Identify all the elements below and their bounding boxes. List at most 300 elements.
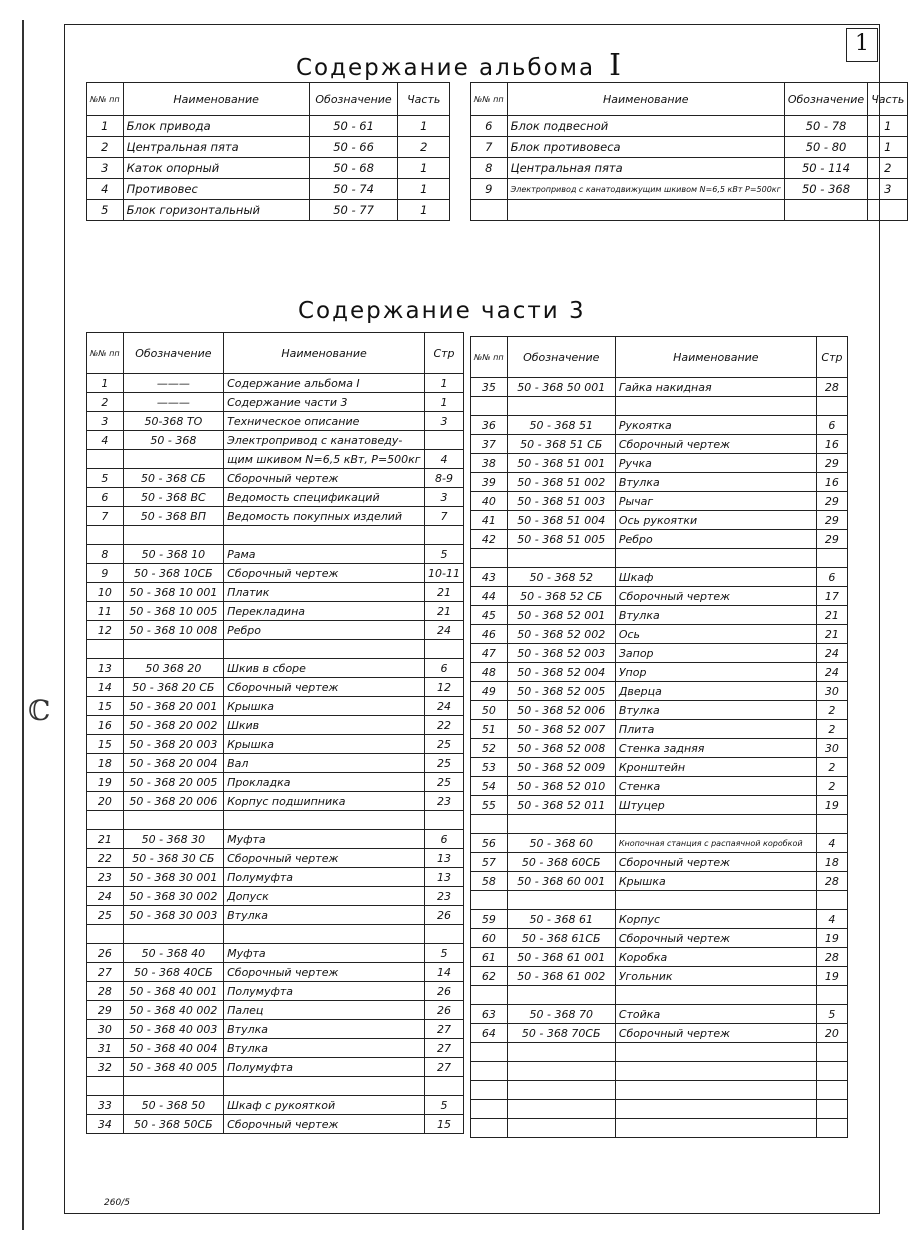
album-table-left: [86, 82, 450, 221]
cell-name: Центральная пята: [507, 158, 784, 179]
cell-name: [615, 891, 816, 910]
cell-des: 50 - 368 51 004: [507, 511, 615, 530]
table-row: [87, 1058, 464, 1077]
table-row: [471, 511, 848, 530]
cell-des: 50 - 368 52 002: [507, 625, 615, 644]
table-row: [471, 777, 848, 796]
cell-p: 2: [816, 701, 847, 720]
cell-des: 50 368 20: [123, 659, 223, 678]
cell-p: 16: [816, 435, 847, 454]
cell-name: Штуцер: [615, 796, 816, 815]
cell-name: Втулка: [224, 1039, 425, 1058]
cell-name: Ведомость покупных изделий: [224, 507, 425, 526]
cell-name: Блок привода: [123, 116, 309, 137]
cell-name: [224, 811, 425, 830]
table-row: [471, 644, 848, 663]
cell-name: [615, 1081, 816, 1100]
header-num: №№ пп: [471, 83, 508, 116]
table-row: [471, 948, 848, 967]
cell-name: Ручка: [615, 454, 816, 473]
table-row: [87, 1115, 464, 1134]
table-row: [471, 853, 848, 872]
cell-des: 50 - 368 52: [507, 568, 615, 587]
cell-name: Угольник: [615, 967, 816, 986]
cell-name: Коробка: [615, 948, 816, 967]
cell-des: [123, 450, 223, 469]
cell-name: Ребро: [615, 530, 816, 549]
cell-des: 50 - 368 61СБ: [507, 929, 615, 948]
cell-p: 1: [425, 393, 464, 412]
cell-name: Кнопочная станция с распаячной коробкой: [615, 834, 816, 853]
cell-des: 50 - 368 10СБ: [123, 564, 223, 583]
cell-n: 41: [471, 511, 508, 530]
cell-p: 5: [816, 1005, 847, 1024]
binding-line: [22, 20, 24, 1230]
cell-n: 11: [87, 602, 124, 621]
cell-p: 2: [816, 777, 847, 796]
cell-name: Дверца: [615, 682, 816, 701]
cell-p: 22: [425, 716, 464, 735]
cell-des: [507, 1100, 615, 1119]
cell-name: Содержание части 3: [224, 393, 425, 412]
cell-p: 24: [425, 697, 464, 716]
cell-name: Втулка: [615, 473, 816, 492]
cell-n: 23: [87, 868, 124, 887]
table-row: [87, 602, 464, 621]
cell-des: 50 - 368 50 001: [507, 378, 615, 397]
cell-n: 50: [471, 701, 508, 720]
cell-des: 50 - 368 10 008: [123, 621, 223, 640]
cell-des: 50 - 61: [309, 116, 398, 137]
cell-des: [123, 811, 223, 830]
header-name: Наименование: [507, 83, 784, 116]
cell-name: [224, 925, 425, 944]
cell-p: [816, 986, 847, 1005]
cell-name: Рукоятка: [615, 416, 816, 435]
cell-n: 57: [471, 853, 508, 872]
cell-n: 25: [87, 906, 124, 925]
cell-name: [615, 986, 816, 1005]
cell-p: 19: [816, 929, 847, 948]
cell-p: 1: [425, 374, 464, 393]
cell-n: 28: [87, 982, 124, 1001]
cell-name: [615, 815, 816, 834]
header-designation: Обозначение: [309, 83, 398, 116]
cell-part: 3: [868, 179, 908, 200]
cell-name: Допуск: [224, 887, 425, 906]
cell-name: Полумуфта: [224, 868, 425, 887]
cell-n: 3: [87, 158, 124, 179]
cell-p: 3: [425, 412, 464, 431]
cell-name: Прокладка: [224, 773, 425, 792]
cell-p: 28: [816, 378, 847, 397]
cell-n: 32: [87, 1058, 124, 1077]
cell-n: 47: [471, 644, 508, 663]
cell-name: Рычаг: [615, 492, 816, 511]
cell-n: 43: [471, 568, 508, 587]
table-row: [87, 811, 464, 830]
cell-p: [425, 925, 464, 944]
cell-name: Корпус подшипника: [224, 792, 425, 811]
cell-des: 50 - 368 30: [123, 830, 223, 849]
cell-n: 16: [87, 716, 124, 735]
cell-p: 2: [816, 720, 847, 739]
cell-n: 7: [471, 137, 508, 158]
header-part: Часть: [398, 83, 450, 116]
cell-name: Шкив: [224, 716, 425, 735]
cell-n: 61: [471, 948, 508, 967]
cell-des: ———: [123, 374, 223, 393]
cell-p: 25: [425, 773, 464, 792]
cell-name: [615, 549, 816, 568]
cell-des: [507, 397, 615, 416]
header-num: №№ пп: [471, 337, 508, 378]
cell-n: [87, 640, 124, 659]
cell-name: Крышка: [224, 735, 425, 754]
table-row: [87, 887, 464, 906]
cell-name: Втулка: [224, 906, 425, 925]
cell-des: 50 - 77: [309, 200, 398, 221]
cell-name: Сборочный чертеж: [224, 1115, 425, 1134]
table-row: [87, 678, 464, 697]
cell-des: 50 - 368 51 005: [507, 530, 615, 549]
cell-des: 50 - 368 20 002: [123, 716, 223, 735]
cell-n: [471, 986, 508, 1005]
margin-mark: ℂ: [28, 694, 51, 727]
cell-des: 50 - 66: [309, 137, 398, 158]
cell-des: [507, 1062, 615, 1081]
cell-des: 50 - 368 50: [123, 1096, 223, 1115]
cell-des: 50 - 368: [784, 179, 867, 200]
table-row: [87, 716, 464, 735]
cell-n: 8: [87, 545, 124, 564]
table-row: [471, 1043, 848, 1062]
table-row: [87, 944, 464, 963]
cell-p: 6: [425, 830, 464, 849]
header-designation: Обозначение: [123, 333, 223, 374]
cell-n: 26: [87, 944, 124, 963]
table-row: [87, 906, 464, 925]
table-row: [87, 925, 464, 944]
table-row: [87, 773, 464, 792]
table-row: [87, 374, 464, 393]
cell-n: 59: [471, 910, 508, 929]
cell-des: 50 - 368 50СБ: [123, 1115, 223, 1134]
cell-des: 50 - 368 40 004: [123, 1039, 223, 1058]
cell-n: 9: [471, 179, 508, 200]
cell-p: 19: [816, 967, 847, 986]
cell-p: 5: [425, 1096, 464, 1115]
table-row: [87, 1077, 464, 1096]
cell-des: 50 - 368 20 СБ: [123, 678, 223, 697]
cell-des: 50 - 368 20 005: [123, 773, 223, 792]
table-row: [471, 1062, 848, 1081]
cell-p: 21: [816, 625, 847, 644]
table-row: [471, 929, 848, 948]
cell-n: 14: [87, 678, 124, 697]
table-row: [471, 625, 848, 644]
cell-des: 50 - 368 52 003: [507, 644, 615, 663]
cell-des: 50 - 368 30 001: [123, 868, 223, 887]
cell-des: 50 - 368 52 010: [507, 777, 615, 796]
cell-des: [507, 815, 615, 834]
cell-p: [816, 891, 847, 910]
cell-n: 64: [471, 1024, 508, 1043]
cell-des: 50 - 368 30 002: [123, 887, 223, 906]
cell-des: 50-368 ТО: [123, 412, 223, 431]
cell-des: [507, 986, 615, 1005]
cell-des: 50 - 368 51 002: [507, 473, 615, 492]
cell-des: [123, 1077, 223, 1096]
cell-name: Сборочный чертеж: [615, 1024, 816, 1043]
cell-p: 27: [425, 1020, 464, 1039]
cell-p: 14: [425, 963, 464, 982]
cell-p: 6: [816, 568, 847, 587]
table-row: [87, 564, 464, 583]
table-row: [87, 431, 464, 450]
table-row: [471, 910, 848, 929]
cell-des: 50 - 368 30 СБ: [123, 849, 223, 868]
table-row: [471, 720, 848, 739]
cell-n: [471, 549, 508, 568]
cell-part: 2: [868, 158, 908, 179]
cell-p: 24: [816, 644, 847, 663]
cell-name: Полумуфта: [224, 982, 425, 1001]
table-row: [471, 986, 848, 1005]
cell-n: 2: [87, 137, 124, 158]
cell-name: Шкаф с рукояткой: [224, 1096, 425, 1115]
cell-name: Сборочный чертеж: [224, 469, 425, 488]
cell-name: [615, 1043, 816, 1062]
cell-n: [471, 891, 508, 910]
cell-p: 26: [425, 982, 464, 1001]
cell-des: [507, 1119, 615, 1138]
cell-name: Кронштейн: [615, 758, 816, 777]
table-row: [471, 492, 848, 511]
cell-name: Полумуфта: [224, 1058, 425, 1077]
cell-n: 1: [87, 374, 124, 393]
cell-n: 55: [471, 796, 508, 815]
cell-name: Техническое описание: [224, 412, 425, 431]
table-row: [87, 1096, 464, 1115]
header-designation: Обозначение: [784, 83, 867, 116]
cell-des: 50 - 74: [309, 179, 398, 200]
cell-p: 21: [425, 602, 464, 621]
cell-part: 1: [398, 158, 450, 179]
cell-des: 50 - 368 51 001: [507, 454, 615, 473]
cell-n: [87, 1077, 124, 1096]
cell-p: 4: [425, 450, 464, 469]
cell-des: 50 - 368 10 001: [123, 583, 223, 602]
table-row: [87, 488, 464, 507]
table-row: [471, 891, 848, 910]
cell-name: Упор: [615, 663, 816, 682]
cell-part: [868, 200, 908, 221]
cell-n: 62: [471, 967, 508, 986]
cell-p: [816, 397, 847, 416]
cell-p: 25: [425, 754, 464, 773]
cell-name: Сборочный чертеж: [615, 929, 816, 948]
cell-n: 27: [87, 963, 124, 982]
cell-p: 23: [425, 792, 464, 811]
cell-n: 30: [87, 1020, 124, 1039]
table-row: [471, 158, 908, 179]
table-row: [87, 393, 464, 412]
cell-des: 50 - 368 20 001: [123, 697, 223, 716]
cell-des: 50 - 368 61 001: [507, 948, 615, 967]
cell-name: Противовес: [123, 179, 309, 200]
cell-des: 50 - 368 52 005: [507, 682, 615, 701]
cell-name: Ось рукоятки: [615, 511, 816, 530]
cell-name: Центральная пята: [123, 137, 309, 158]
table-row: [87, 469, 464, 488]
cell-n: [471, 200, 508, 221]
header-designation: Обозначение: [507, 337, 615, 378]
cell-des: 50 - 368 52 011: [507, 796, 615, 815]
cell-name: [224, 640, 425, 659]
cell-n: 19: [87, 773, 124, 792]
footnote: 260/5: [104, 1198, 130, 1208]
cell-name: Электропривод с канатодвижущим шкивом N=6,5 кВт P=500кг: [507, 179, 784, 200]
album-title: [296, 48, 623, 83]
table-row: [87, 697, 464, 716]
cell-name: Шкив в сборе: [224, 659, 425, 678]
cell-des: 50 - 368 40 001: [123, 982, 223, 1001]
cell-n: 49: [471, 682, 508, 701]
table-row: [87, 621, 464, 640]
table-row: [471, 796, 848, 815]
table-row: [87, 792, 464, 811]
cell-des: 50 - 368 60СБ: [507, 853, 615, 872]
cell-name: Ребро: [224, 621, 425, 640]
cell-n: 12: [87, 621, 124, 640]
cell-n: 58: [471, 872, 508, 891]
cell-des: 50 - 368 52 001: [507, 606, 615, 625]
cell-des: [507, 891, 615, 910]
header-page: Стр: [425, 333, 464, 374]
cell-name: Электропривод с канатоведу-: [224, 431, 425, 450]
cell-name: Рама: [224, 545, 425, 564]
cell-part: 1: [398, 200, 450, 221]
cell-n: 13: [87, 659, 124, 678]
cell-n: 48: [471, 663, 508, 682]
cell-des: 50 - 368 52 004: [507, 663, 615, 682]
cell-p: 4: [816, 834, 847, 853]
cell-p: 29: [816, 454, 847, 473]
cell-p: [425, 811, 464, 830]
cell-p: [425, 431, 464, 450]
cell-des: [123, 526, 223, 545]
cell-n: 22: [87, 849, 124, 868]
cell-des: 50 - 368 52 006: [507, 701, 615, 720]
cell-name: [224, 1077, 425, 1096]
cell-n: [471, 1081, 508, 1100]
side-stamp-text: [6, 40, 20, 310]
header-num: №№ пп: [87, 333, 124, 374]
cell-n: 24: [87, 887, 124, 906]
table-row: [87, 526, 464, 545]
header-name: Наименование: [123, 83, 309, 116]
cell-p: 29: [816, 511, 847, 530]
cell-name: Содержание альбома I: [224, 374, 425, 393]
cell-p: 8-9: [425, 469, 464, 488]
cell-n: 42: [471, 530, 508, 549]
table-row: [471, 663, 848, 682]
table-row: [471, 1119, 848, 1138]
cell-n: 6: [471, 116, 508, 137]
cell-name: Крышка: [224, 697, 425, 716]
cell-name: Вал: [224, 754, 425, 773]
cell-n: [471, 1062, 508, 1081]
cell-des: [507, 1043, 615, 1062]
table-row: [471, 378, 848, 397]
cell-n: 46: [471, 625, 508, 644]
cell-n: 44: [471, 587, 508, 606]
cell-des: 50 - 78: [784, 116, 867, 137]
cell-des: 50 - 368 51 СБ: [507, 435, 615, 454]
cell-p: 28: [816, 948, 847, 967]
cell-p: 27: [425, 1039, 464, 1058]
table-row: [471, 701, 848, 720]
cell-des: [784, 200, 867, 221]
cell-p: 5: [425, 944, 464, 963]
cell-name: Шкаф: [615, 568, 816, 587]
table-row: [471, 530, 848, 549]
cell-n: [87, 925, 124, 944]
cell-n: 6: [87, 488, 124, 507]
cell-p: 29: [816, 492, 847, 511]
cell-n: 9: [87, 564, 124, 583]
cell-n: [471, 1043, 508, 1062]
cell-name: Муфта: [224, 944, 425, 963]
cell-des: 50 - 368 52 СБ: [507, 587, 615, 606]
cell-n: 2: [87, 393, 124, 412]
cell-name: Ведомость спецификаций: [224, 488, 425, 507]
cell-n: 35: [471, 378, 508, 397]
cell-name: Гайка накидная: [615, 378, 816, 397]
header-name: Наименование: [615, 337, 816, 378]
cell-name: Сборочный чертеж: [224, 564, 425, 583]
cell-n: 4: [87, 179, 124, 200]
table-row: [87, 450, 464, 469]
cell-des: 50 - 368 61: [507, 910, 615, 929]
cell-des: 50 - 368 52 009: [507, 758, 615, 777]
table-row: [471, 549, 848, 568]
cell-name: Ось: [615, 625, 816, 644]
cell-n: 45: [471, 606, 508, 625]
cell-n: 29: [87, 1001, 124, 1020]
cell-n: [471, 397, 508, 416]
cell-des: 50 - 68: [309, 158, 398, 179]
cell-n: 15: [87, 735, 124, 754]
cell-n: 1: [87, 116, 124, 137]
table-row: [471, 1100, 848, 1119]
cell-p: 16: [816, 473, 847, 492]
cell-n: 8: [471, 158, 508, 179]
cell-des: 50 - 368 40 002: [123, 1001, 223, 1020]
album-table-right: [470, 82, 908, 221]
table-row: [87, 640, 464, 659]
cell-p: 23: [425, 887, 464, 906]
table-row: [471, 1081, 848, 1100]
cell-des: 50 - 368 10: [123, 545, 223, 564]
cell-n: 37: [471, 435, 508, 454]
cell-name: Крышка: [615, 872, 816, 891]
cell-n: [471, 815, 508, 834]
cell-name: Муфта: [224, 830, 425, 849]
header-part: Часть: [868, 83, 908, 116]
cell-des: 50 - 368 40 005: [123, 1058, 223, 1077]
